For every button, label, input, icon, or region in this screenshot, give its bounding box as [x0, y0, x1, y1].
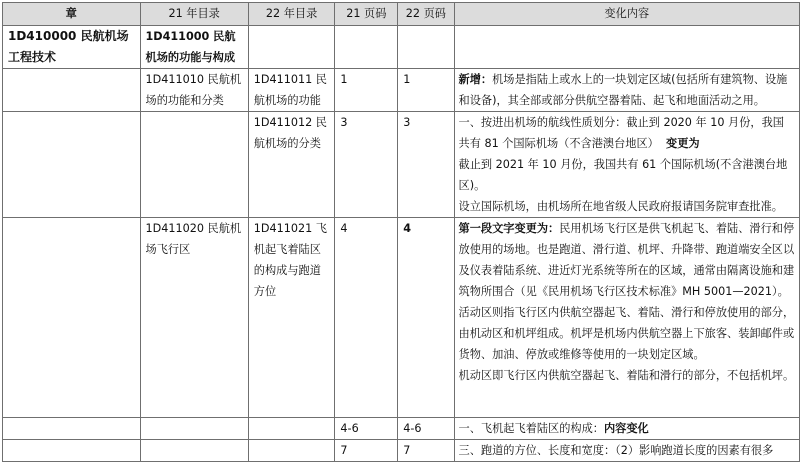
change-text: 一、飞机起飞着陆区的构成：: [458, 422, 604, 435]
table-header-row: [3, 3, 800, 26]
header-page-22: 22 页码: [398, 3, 454, 26]
chapter-cell: [3, 218, 141, 418]
toc22-cell: [248, 418, 335, 440]
change-bold-text: 内容变化: [603, 422, 649, 435]
toc21-cell: [140, 112, 248, 218]
chapter-cell: [3, 440, 141, 462]
table-row: [3, 26, 800, 69]
header-toc-22: 22 年目录: [248, 3, 335, 26]
table-row: [3, 440, 800, 462]
chapter-cell: [3, 69, 141, 112]
toc22-cell: 1D411012 民航机场的分类: [248, 112, 335, 218]
header-toc-21: 21 年目录: [140, 3, 248, 26]
toc21-cell: 1D411010 民航机场的功能和分类: [140, 69, 248, 112]
change-cell: [454, 418, 799, 440]
page21-cell: 1: [335, 69, 398, 112]
change-cell: [454, 218, 799, 418]
change-paragraph: [459, 112, 795, 154]
table-row: [3, 218, 800, 418]
change-text: 民用机场飞行区是供飞机起飞、着陆、滑行和停放使用的场地。也是跑道、滑行道、机坪、升降带、跑道端安全区以及仪表着陆系统、进近灯光系统等所在的区域，通常由隔离设施和建筑物所围合（见《民用机场飞行区技术标准》MH 5001—2021）。: [458, 222, 795, 298]
change-text: 一、按进出机场的航线性质划分：截止到 2020 年 10 月份，我国共有 81 个国际机场（不含港澳台地区）: [458, 116, 784, 150]
toc22-cell: [248, 26, 335, 69]
page21-cell: 7: [335, 440, 398, 462]
toc22-cell: [248, 440, 335, 462]
page21-cell: [335, 26, 398, 69]
toc21-cell: 1D411000 民航机场的功能与构成: [140, 26, 248, 69]
revision-comparison-table: [2, 2, 800, 462]
page22-cell: 1: [398, 69, 454, 112]
change-paragraph: [459, 218, 795, 302]
page22-cell: 4-6: [398, 418, 454, 440]
chapter-cell: [3, 418, 141, 440]
change-paragraph: 机动区即飞行区内供航空器起飞、着陆和滑行的部分，不包括机坪。: [458, 369, 795, 382]
toc21-cell: [140, 418, 248, 440]
toc21-cell: 1D411020 民航机场飞行区: [140, 218, 248, 418]
change-label: 新增：: [458, 73, 493, 86]
change-cell: [454, 26, 799, 69]
change-cell: [454, 112, 799, 218]
header-change: 变化内容: [454, 3, 799, 26]
toc22-cell: 1D411021 飞机起飞着陆区的构成与跑道方位: [248, 218, 335, 418]
page21-cell: 4-6: [335, 418, 398, 440]
toc22-cell: 1D411011 民航机场的功能: [248, 69, 335, 112]
page22-cell: 4: [398, 218, 454, 418]
table-row: [3, 418, 800, 440]
header-chapter: 章: [3, 3, 141, 26]
change-label: 第一段文字变更为：: [458, 222, 560, 235]
change-cell: [454, 69, 799, 112]
table-row: [3, 69, 800, 112]
page22-cell: [398, 26, 454, 69]
table-row: [3, 112, 800, 218]
header-page-21: 21 页码: [335, 3, 398, 26]
toc21-cell: [140, 440, 248, 462]
change-paragraph: 截止到 2021 年 10 月份，我国共有 61 个国际机场(不含港澳台地区)。: [458, 158, 788, 192]
page21-cell: 4: [335, 218, 398, 418]
chapter-cell: [3, 112, 141, 218]
change-bold-text: 变更为: [666, 137, 700, 150]
chapter-cell: 1D410000 民航机场工程技术: [3, 26, 141, 69]
page22-cell: 3: [398, 112, 454, 218]
page22-cell: 7: [398, 440, 454, 462]
page21-cell: 3: [335, 112, 398, 218]
change-cell: 三、跑道的方位、长度和宽度：（2）影响跑道长度的因素有很多: [454, 440, 799, 462]
change-text: 机场是指陆上或水上的一块划定区域(包括所有建筑物、设施和设备)，其全部或部分供航空器着陆、起飞和地面活动之用。: [458, 73, 788, 107]
change-paragraph: 活动区则指飞行区内供航空器起飞、着陆、滑行和停放使用的部分，由机动区和机坪组成。机坪是机场内供航空器上下旅客、装卸邮件或货物、加油、停放或维修等使用的一块划定区域。: [458, 306, 795, 361]
change-paragraph: 设立国际机场，由机场所在地省级人民政府报请国务院审查批准。: [458, 200, 783, 213]
